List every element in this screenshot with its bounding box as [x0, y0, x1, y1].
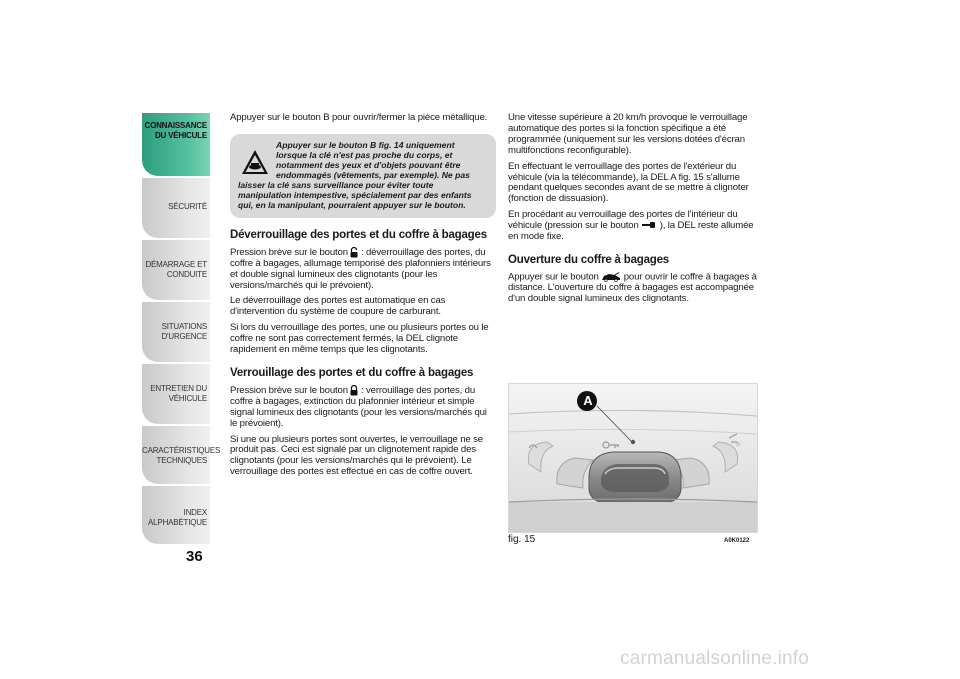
- tab-label-line: VÉHICULE: [168, 393, 207, 403]
- text-column-right: [508, 113, 758, 310]
- figure-code: A0K0122: [724, 538, 750, 544]
- figure-caption: fig. 15: [508, 534, 536, 545]
- figure-trunk-handle: [508, 383, 758, 533]
- speed-lock-paragraph: Une vitesse supérieure à 20 km/h provoque le verrouillage automatique des portes si la fonction spécifique a été programmée (uniquement sur les versions dotées d'écran multifonctions reconfigurable).: [508, 112, 748, 156]
- tab-caracteristiques-techniques[interactable]: [142, 426, 221, 484]
- tab-label-line: SÉCURITÉ: [168, 202, 207, 211]
- tab-label-line: CONDUITE: [166, 269, 207, 279]
- text-fragment: : verrouillage des portes, du coffre à bagages, extinction du plafonnier intérieur et simple signal lumineux des clignotants (pour les versions/marchés qui le prévoient).: [230, 384, 487, 429]
- tab-label-line: ENTRETIEN DU: [150, 384, 207, 393]
- warning-box: [230, 134, 496, 218]
- led-paragraph: En effectuant le verrouillage des portes de l'extérieur du véhicule (via la télécommande), la DEL A fig. 15 s'allume pendant quelques secondes avant de se mettre à clignoter (fonction de dissuasion).: [508, 160, 749, 205]
- tab-entretien-du-vehicule[interactable]: [142, 364, 210, 424]
- section-title-lock: Verrouillage des portes et du coffre à bagages: [230, 367, 474, 379]
- tab-demarrage-et-conduite[interactable]: [142, 240, 210, 300]
- tab-index-alphabetique[interactable]: [142, 486, 210, 544]
- tab-label-line: TECHNIQUES: [156, 455, 207, 465]
- figure-marker-label: A: [583, 393, 593, 408]
- tab-label-line: CONNAISSANCE: [144, 121, 207, 130]
- door-lock-key-icon: [641, 221, 657, 230]
- tab-label-line: SITUATIONS: [161, 322, 207, 331]
- inside-lock-paragraph: [508, 210, 758, 243]
- trunk-handle-illustration: [509, 384, 757, 532]
- page-number: 36: [186, 548, 203, 565]
- tab-securite[interactable]: [142, 178, 210, 238]
- text-fragment: : déverrouillage des portes, du coffre à bagages, allumage temporisé des plafonniers intérieurs et double signal lumineux des clignotants (pour les versions/marchés qui le prévoient).: [230, 246, 491, 291]
- text-fragment: En procédant au verrouillage des portes de l'intérieur du véhicule (pression sur le bouton: [508, 209, 738, 232]
- car-trunk-icon: [601, 272, 621, 282]
- text-fragment: Pression brève sur le bouton: [230, 246, 348, 258]
- lock-paragraph-1: [230, 385, 496, 430]
- text-fragment: pour ouvrir le coffre à bagages à distance. L'ouverture du coffre à bagages est accompagnée d'un double signal lumineux des clignotants.: [508, 271, 757, 305]
- text-column-left: [230, 113, 496, 483]
- trunk-paragraph: [508, 272, 758, 305]
- tab-label-line: D'URGENCE: [161, 331, 207, 341]
- tab-label-line: ALPHABÉTIQUE: [148, 517, 207, 527]
- warning-text: Appuyer sur le bouton B fig. 14 uniquement lorsque la clé n'est pas proche du corps, et notamment des yeux et d'objets pouvant être endommagés (vêtements, par exemple). Ne pas laisser la clé sans surveillance pour éviter toute manipulation intempestive, spécialement par des enfants qui, en la manipulant, pourraient appuyer sur le bouton.: [238, 139, 472, 210]
- tab-label-line: CARACTÉRISTIQUES: [142, 446, 221, 455]
- tab-situations-d-urgence[interactable]: [142, 302, 210, 362]
- tab-connaissance-du-vehicule[interactable]: [142, 113, 210, 176]
- intro-paragraph: Appuyer sur le bouton B pour ouvrir/fermer la pièce métallique.: [230, 112, 488, 123]
- unlock-paragraph-3: Si lors du verrouillage des portes, une ou plusieurs portes ou le coffre ne sont pas correctement fermés, la DEL clignote rapidement en même temps que les clignotants.: [230, 322, 489, 356]
- tab-label-line: DU VÉHICULE: [154, 130, 207, 140]
- text-fragment: Appuyer sur le bouton: [508, 271, 599, 283]
- text-fragment: Pression brève sur le bouton: [230, 384, 348, 396]
- text-fragment: ), la DEL reste allumée en mode fixe.: [508, 220, 754, 243]
- watermark-text: carmanualsonline.info: [620, 648, 810, 669]
- unlock-paragraph-2: Le déverrouillage des portes est automatique en cas d'intervention du système de coupure de carburant.: [230, 295, 446, 318]
- unlock-paragraph-1: [230, 247, 496, 292]
- section-title-unlock: Déverrouillage des portes et du coffre à bagages: [230, 228, 487, 241]
- lock-paragraph-2: Si une ou plusieurs portes sont ouvertes, le verrouillage ne se produit pas. Ceci est signalé par un clignotement rapide des clignotants (pour les versions/marchés qui le prévoient). Le verrouillage des portes est effectué en cas de coffre ouvert.: [230, 433, 483, 478]
- lock-padlock-icon: [350, 385, 358, 396]
- tab-label-line: INDEX: [183, 508, 207, 517]
- tab-label-line: DÉMARRAGE ET: [145, 260, 207, 269]
- unlock-padlock-icon: [350, 247, 358, 258]
- warning-triangle-icon: [240, 148, 270, 176]
- section-title-trunk: Ouverture du coffre à bagages: [508, 254, 669, 266]
